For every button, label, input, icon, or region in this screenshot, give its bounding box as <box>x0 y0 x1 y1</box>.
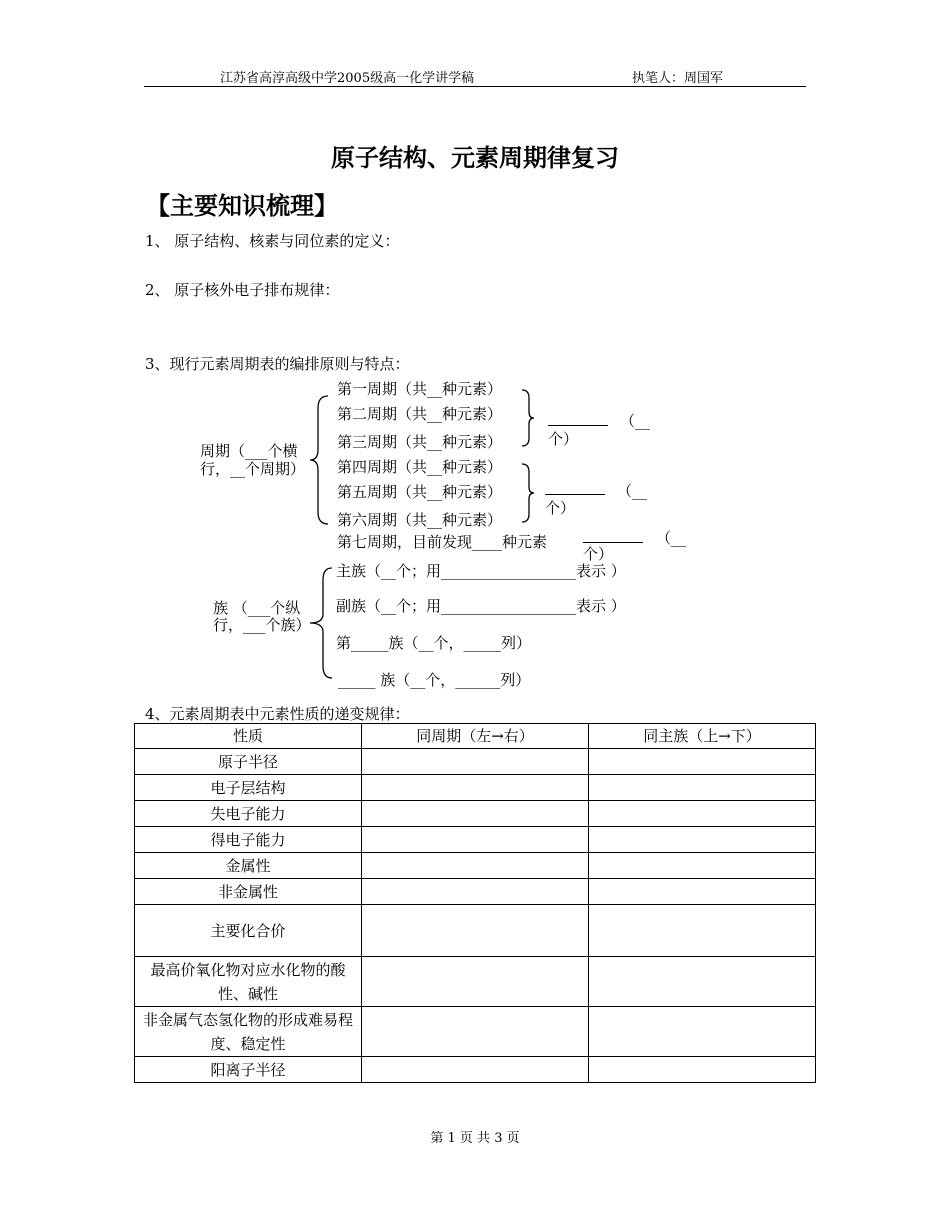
incomplete-period-blank <box>583 530 643 543</box>
header-title: 江苏省高淳高级中学2005级高一化学讲学稿 <box>220 71 475 86</box>
row-label: 阳离子半径 <box>135 1057 362 1083</box>
row-label: 最高价氧化物对应水化物的酸性、碱性 <box>135 957 362 1007</box>
answer-cell[interactable] <box>362 879 589 905</box>
header-same-group: 同主族（上→下） <box>589 724 816 749</box>
group-left-brace <box>308 566 334 680</box>
short-period-brace <box>520 388 536 448</box>
answer-cell[interactable] <box>362 853 589 879</box>
short-period-count-1: （__ <box>620 412 651 430</box>
answer-cell[interactable] <box>362 905 589 957</box>
main-group-line: 主族（__个；用__________________表示 ） <box>336 562 626 580</box>
group-label-1: 族 （___个纵 <box>213 599 301 617</box>
table-row <box>135 905 816 957</box>
group-zero-line: _____ 族（__个，______列） <box>338 671 531 689</box>
table-row <box>135 1007 816 1057</box>
short-period-blank <box>548 413 608 426</box>
table-row <box>135 853 816 879</box>
answer-cell[interactable] <box>362 1007 589 1057</box>
table-row <box>135 827 816 853</box>
answer-cell[interactable] <box>362 749 589 775</box>
question-3: 3、现行元素周期表的编排原则与特点： <box>145 355 410 373</box>
table-row <box>135 879 816 905</box>
answer-cell[interactable] <box>589 879 816 905</box>
table-header-row <box>135 724 816 749</box>
row-label: 原子半径 <box>135 749 362 775</box>
group-label-2: 行，___个族） <box>213 616 311 634</box>
answer-cell[interactable] <box>362 1057 589 1083</box>
row-label: 非金属气态氢化物的形成难易程度、稳定性 <box>135 1007 362 1057</box>
table-row <box>135 1057 816 1083</box>
period-item-6: 第六周期（共__种元素） <box>337 511 503 529</box>
answer-cell[interactable] <box>589 853 816 879</box>
header-same-period: 同周期（左→右） <box>362 724 589 749</box>
page-footer: 第 1 页 共 3 页 <box>430 1131 520 1146</box>
period-item-4: 第四周期（共__种元素） <box>337 458 503 476</box>
period-item-1: 第一周期（共__种元素） <box>337 380 503 398</box>
row-label: 得电子能力 <box>135 827 362 853</box>
answer-cell[interactable] <box>589 905 816 957</box>
group-eight-line: 第_____族（__个，_____列） <box>336 634 532 652</box>
incomplete-period-count-2: 个） <box>583 545 614 563</box>
table-row <box>135 957 816 1007</box>
question-2: 2、 原子核外电子排布规律： <box>145 281 340 299</box>
answer-cell[interactable] <box>589 775 816 801</box>
header-author: 执笔人：周国军 <box>632 71 724 86</box>
table-row <box>135 801 816 827</box>
header-property: 性质 <box>135 724 362 749</box>
period-item-5: 第五周期（共__种元素） <box>337 483 503 501</box>
answer-cell[interactable] <box>589 1057 816 1083</box>
answer-cell[interactable] <box>589 801 816 827</box>
row-label: 主要化合价 <box>135 905 362 957</box>
question-4: 4、元素周期表中元素性质的递变规律： <box>145 705 410 723</box>
property-trend-table <box>134 723 816 1083</box>
answer-cell[interactable] <box>589 1007 816 1057</box>
long-period-blank <box>545 482 605 495</box>
answer-cell[interactable] <box>589 957 816 1007</box>
answer-cell[interactable] <box>589 749 816 775</box>
period-item-2: 第二周期（共__种元素） <box>337 405 503 423</box>
answer-cell[interactable] <box>589 827 816 853</box>
long-period-count-1: （__ <box>617 482 648 500</box>
answer-cell[interactable] <box>362 801 589 827</box>
answer-cell[interactable] <box>362 775 589 801</box>
incomplete-period-count-1: （__ <box>656 529 687 547</box>
row-label: 非金属性 <box>135 879 362 905</box>
header-rule <box>144 86 806 87</box>
row-label: 失电子能力 <box>135 801 362 827</box>
period-left-brace <box>308 394 330 526</box>
question-1: 1、 原子结构、核素与同位素的定义： <box>145 232 400 250</box>
section-title: 【主要知识梳理】 <box>146 191 338 220</box>
long-period-brace <box>520 462 536 524</box>
page-title: 原子结构、元素周期律复习 <box>331 143 619 172</box>
row-label: 电子层结构 <box>135 775 362 801</box>
table-row <box>135 749 816 775</box>
period-item-7: 第七周期，目前发现____种元素 <box>337 533 548 551</box>
answer-cell[interactable] <box>362 957 589 1007</box>
period-label-1: 周期（___个横 <box>200 442 298 460</box>
sub-group-line: 副族（__个；用__________________表示 ） <box>336 597 626 615</box>
period-label-2: 行，__个周期） <box>200 460 306 478</box>
short-period-count-2: 个） <box>548 430 579 448</box>
row-label: 金属性 <box>135 853 362 879</box>
answer-cell[interactable] <box>362 827 589 853</box>
period-item-3: 第三周期（共__种元素） <box>337 433 503 451</box>
long-period-count-2: 个） <box>545 499 576 517</box>
table-row <box>135 775 816 801</box>
